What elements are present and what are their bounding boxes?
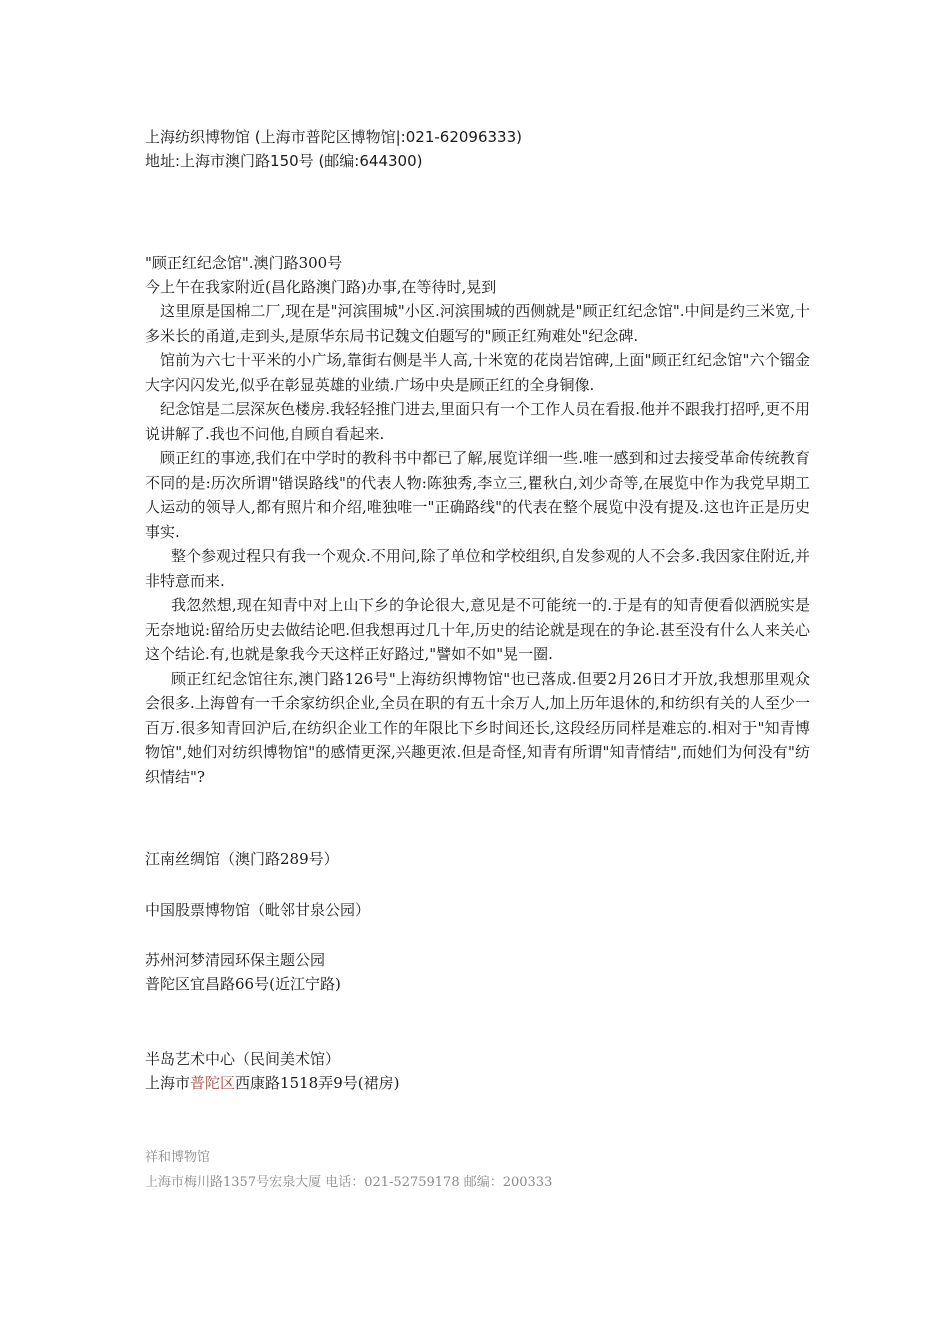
place-name: 祥和博物馆 (145, 1150, 211, 1165)
article (145, 251, 810, 789)
place-entry (145, 1047, 810, 1095)
article-paragraph: 馆前为六七十平米的小广场,靠街右侧是半人高,十米宽的花岗岩馆碑,上面"顾正红纪念馆"六个镏金大字闪闪发光,似乎在彰显英雄的业绩.广场中央是顾正红的全身铜像. (145, 351, 810, 394)
article-paragraph: 顾正红纪念馆往东,澳门路126号"上海纺织博物馆"也已落成.但要2月26日才开放,我想那里观众会很多.上海曾有一千余家纺织企业,全员在职的有五十余万人,加上历年退休的,和纺织有关的人至少一百万.很多知青回沪后,在纺织企业工作的年限比下乡时间还长,这段经历同样是难忘的.相对于"知青博物馆",她们对纺织博物馆"的感情更深,兴趣更浓.但是奇怪,知青有所谓"知青情结",而她们为何没有"纺织情结"? (145, 669, 810, 786)
place-name: 苏州河梦清园环保主题公园 (145, 951, 326, 969)
museum-address-line: 地址:上海市澳门路150号 (邮编:644300) (145, 152, 423, 170)
address-prefix: 上海市 (145, 1074, 191, 1092)
place-entry (145, 898, 810, 922)
museum-name-line: 上海纺织博物馆 (上海市普陀区博物馆|:021-62096333) (145, 128, 522, 146)
place-entry (145, 1145, 810, 1195)
district-link[interactable]: 普陀区 (190, 1074, 236, 1092)
article-paragraph: 顾正红的事迹,我们在中学时的教科书中都已了解,展览详细一些.唯一感到和过去接受革命传统教育不同的是:历次所谓"错误路线"的代表人物:陈独秀,李立三,瞿秋白,刘少奇等,在展览中作为我党早期工人运动的领导人,都有照片和介绍,唯独唯一"正确路线"的代表在整个展览中没有提及.这也许正是历史事实. (145, 449, 810, 541)
place-entry (145, 847, 810, 871)
article-intro: 今上午在我家附近(昌化路澳门路)办事,在等待时,晃到 (145, 278, 497, 296)
article-paragraph: 整个参观过程只有我一个观众.不用问,除了单位和学校组织,自发参观的人不会多.我因家住附近,并非特意而来. (145, 547, 810, 590)
place-name: 半岛艺术中心（民间美术馆） (145, 1050, 341, 1068)
place-name: 江南丝绸馆（澳门路289号） (145, 850, 339, 868)
address-suffix: 西康路1518弄9号(裙房) (235, 1074, 400, 1092)
place-address: 普陀区宜昌路66号(近江宁路) (145, 975, 341, 993)
place-address (145, 1071, 810, 1095)
article-paragraph: 我忽然想,现在知青中对上山下乡的争论很大,意见是不可能统一的.于是有的知青便看似洒脱实是无奈地说:留给历史去做结论吧.但我想再过几十年,历史的结论就是现在的争论.甚至没有什么人来关心这个结论.有,也就是象我今天这样正好路过,"譬如不如"晃一圈. (145, 596, 810, 663)
article-paragraph: 纪念馆是二层深灰色楼房.我轻轻推门进去,里面只有一个工作人员在看报.他并不跟我打招呼,更不用说讲解了.我也不问他,自顾自看起来. (145, 400, 810, 443)
article-paragraph: 这里原是国棉二厂,现在是"河滨围城"小区.河滨围城的西侧就是"顾正红纪念馆".中间是约三米宽,十多米长的甬道,走到头,是原华东局书记魏文伯题写的"顾正红殉难处"纪念碑. (145, 302, 810, 345)
place-name: 中国股票博物馆（毗邻甘泉公园） (145, 901, 371, 919)
place-entry (145, 948, 810, 996)
museum-header (145, 125, 810, 173)
article-title: "顾正红纪念馆".澳门路300号 (145, 254, 343, 272)
place-address: 上海市梅川路1357号宏泉大厦 电话：021-52759178 邮编：200333 (145, 1175, 553, 1190)
